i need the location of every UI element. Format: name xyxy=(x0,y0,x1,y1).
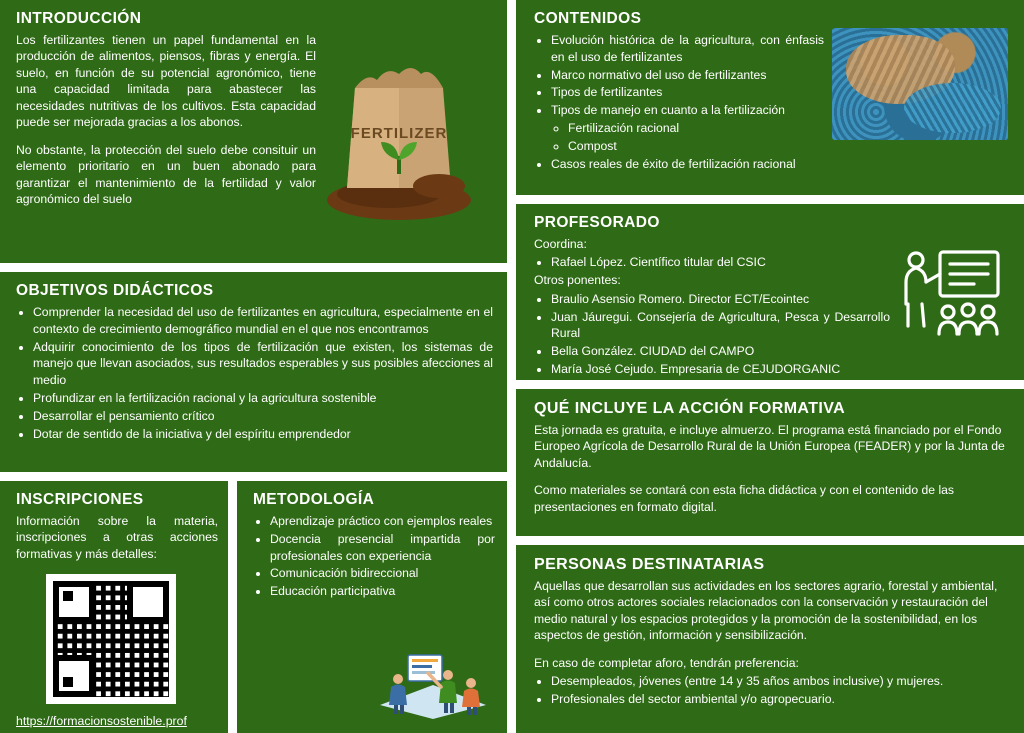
section-contenidos xyxy=(516,0,1024,195)
introduccion-title: INTRODUCCIÓN xyxy=(16,10,142,27)
objetivos-title: OBJETIVOS DIDÁCTICOS xyxy=(16,282,214,299)
list-item: • Dotar de sentido de la iniciativa y del espíritu emprendedor xyxy=(33,426,493,443)
list-item: • Profesionales del sector ambiental y/o agropecuario. xyxy=(551,691,1010,708)
section-inscripciones xyxy=(0,481,228,733)
list-item: • Comunicación bidireccional xyxy=(270,565,495,582)
que-incluye-title: QUÉ INCLUYE LA ACCIÓN FORMATIVA xyxy=(534,400,846,417)
left-column xyxy=(0,0,507,733)
teacher-presentation-icon xyxy=(896,246,1002,338)
destinatarias-paragraph-2: En caso de completar aforo, tendrán preferencia: xyxy=(534,655,799,670)
profesorado-otros-label: Otros ponentes: xyxy=(534,273,621,288)
contenidos-sublist xyxy=(551,120,824,155)
section-metodologia xyxy=(237,481,507,733)
list-item: • Comprender la necesidad del uso de fertilizantes en agricultura, especialmente en el contexto de crecimiento demográfico mundial en el que nos encontramos xyxy=(33,304,493,338)
profesorado-coordinator-list xyxy=(534,254,890,271)
list-item: • Rafael López. Científico titular del CSIC xyxy=(551,254,890,271)
list-item: • Desempleados, jóvenes (entre 14 y 35 años ambos inclusive) y mujeres. xyxy=(551,673,1010,690)
list-item: • María José Cejudo. Empresaria de CEJUDORGANIC xyxy=(551,361,890,378)
introduccion-paragraph-1: Los fertilizantes tienen un papel fundamental en la producción de alimentos, piensos, fibras y energía. El suelo, en función de su potencial agronómico, tiene una capacidad limitada para abastecer las necesidades nutritivas de los cultivos. Esta capacidad puede ser mejorada gracias a los abonos. xyxy=(16,33,316,130)
divider xyxy=(0,263,507,272)
objetivos-list xyxy=(16,304,493,443)
fertilizer-bag-illustration xyxy=(319,48,479,223)
section-profesorado xyxy=(516,204,1024,380)
que-incluye-paragraph-1: Esta jornada es gratuita, e incluye almuerzo. El programa está financiado por el Fondo Europeo Agrícola de Desarrollo Rural de la Unión Europea (FEADER) y por la Junta de Andalucía. xyxy=(534,423,1005,470)
section-introduccion xyxy=(0,0,507,263)
section-objetivos-didacticos xyxy=(0,272,507,472)
que-incluye-paragraph-2: Como materiales se contará con esta ficha didáctica y con el contenido de las presentaciones en formato digital. xyxy=(534,483,955,514)
destinatarias-paragraph-1: Aquellas que desarrollan sus actividades en los sectores agrario, forestal y ambiental, así como otros actores sociales relacionados con la conservación y restauración del medio natural y los espacios protegidos y la promoción de la sostenibilidad, en los aspectos de gestión, información y sensibilización. xyxy=(534,579,998,643)
profesorado-coordina-label: Coordina: xyxy=(534,237,587,251)
section-que-incluye xyxy=(516,389,1024,536)
list-item: • Juan Jáuregui. Consejería de Agricultura, Pesca y Desarrollo Rural xyxy=(551,309,890,343)
metodologia-list xyxy=(253,513,495,600)
divider xyxy=(0,472,507,481)
list-item: • Braulio Asensio Romero. Director ECT/Ecointec xyxy=(551,291,890,308)
divider xyxy=(516,195,1024,204)
list-item: • Bella González. CIUDAD del CAMPO xyxy=(551,343,890,360)
people-meeting-illustration xyxy=(372,639,494,721)
list-item: • Evolución histórica de la agricultura, con énfasis en el uso de fertilizantes xyxy=(551,32,824,66)
introduccion-paragraph-2: No obstante, la protección del suelo debe consituir un elemento prioritario en un buen abonado para garantizar el mantenimiento de la fertilidad y valor agronómico del suelo xyxy=(16,142,316,207)
inscripciones-title: INSCRIPCIONES xyxy=(16,491,144,508)
list-item: • Casos reales de éxito de fertilización racional xyxy=(551,156,824,173)
list-item: ◦ Compost xyxy=(568,138,824,155)
profesorado-title: PROFESORADO xyxy=(534,214,660,231)
list-item: • Tipos de fertilizantes xyxy=(551,84,824,101)
personas-destinatarias-title: PERSONAS DESTINATARIAS xyxy=(534,556,765,573)
list-item: • Aprendizaje práctico con ejemplos reales xyxy=(270,513,495,530)
inscripciones-link[interactable]: https://formacionsostenible.prof xyxy=(16,714,187,729)
contenidos-title: CONTENIDOS xyxy=(534,10,642,27)
divider xyxy=(516,536,1024,545)
list-item: • Docencia presencial impartida por profesionales con experiencia xyxy=(270,531,495,565)
qr-code[interactable] xyxy=(46,574,176,704)
list-item: ◦ Fertilización racional xyxy=(568,120,824,137)
divider xyxy=(228,481,237,733)
inscripciones-paragraph: Información sobre la materia, inscripciones a otras acciones formativas y más detalles: xyxy=(16,514,218,561)
list-item: • Desarrollar el pensamiento crítico xyxy=(33,408,493,425)
divider xyxy=(516,380,1024,389)
fertilizer-granules-photo xyxy=(832,28,1008,140)
right-column xyxy=(516,0,1024,733)
fertilizer-bag-label: FERTILIZER xyxy=(350,125,448,142)
destinatarias-list xyxy=(534,673,1010,708)
list-item: • Tipos de manejo en cuanto a la fertilización xyxy=(551,102,824,119)
profesorado-speakers-list xyxy=(534,291,890,378)
section-personas-destinatarias xyxy=(516,545,1024,733)
list-item: • Adquirir conocimiento de los tipos de fertilización que existen, los sistemas de manejo que llevan asociados, sus resultados esperables y sus posibles afecciones al medio xyxy=(33,339,493,389)
column-divider xyxy=(507,0,516,733)
metodologia-title: METODOLOGÍA xyxy=(253,491,375,508)
list-item: • Marco normativo del uso de fertilizantes xyxy=(551,67,824,84)
list-item: • Educación participativa xyxy=(270,583,495,600)
contenidos-list xyxy=(534,32,824,173)
list-item: • Profundizar en la fertilización racional y la agricultura sostenible xyxy=(33,390,493,407)
